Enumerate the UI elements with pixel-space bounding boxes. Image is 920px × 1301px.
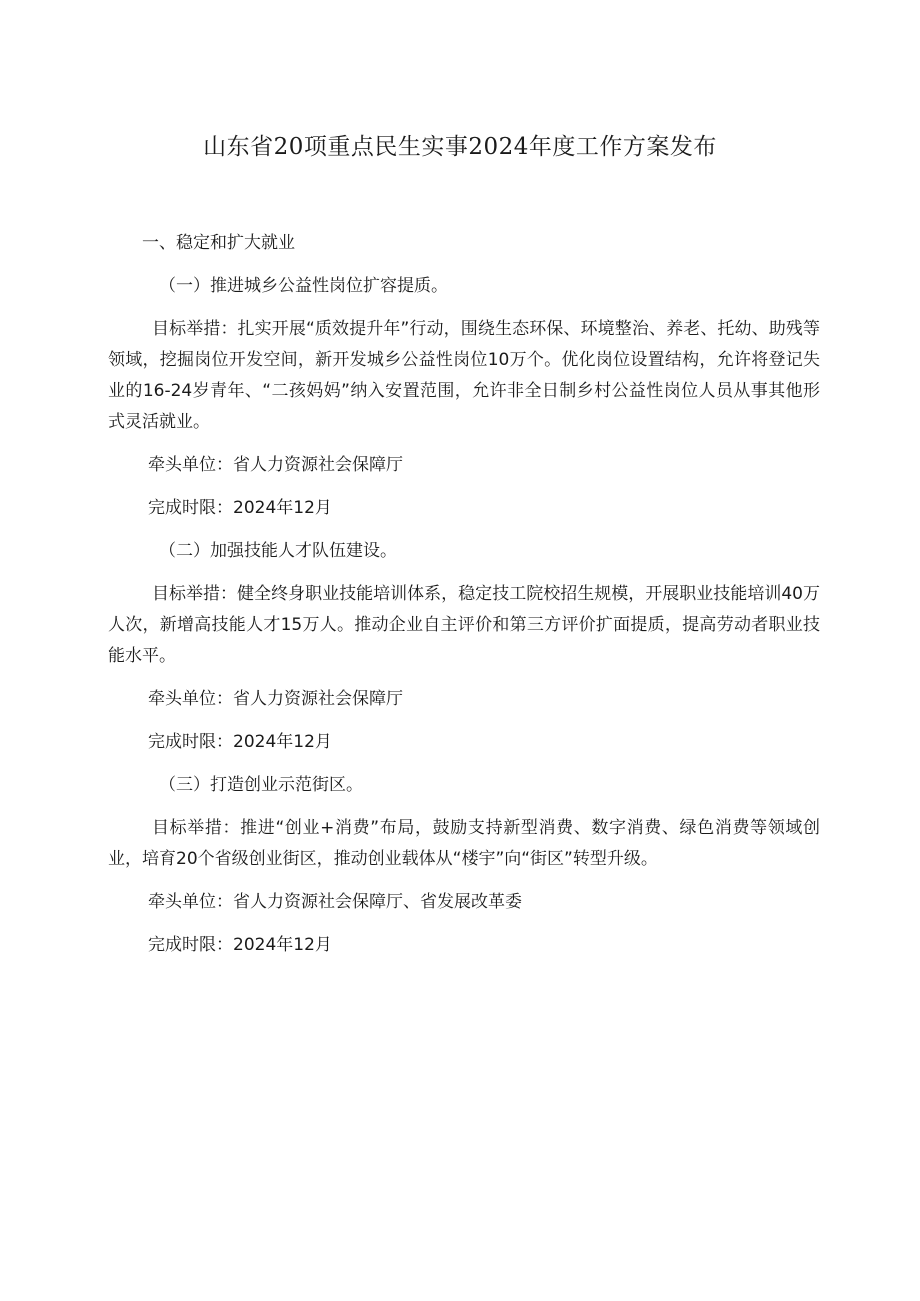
item-deadline: 完成时限：2024年12月 [148, 935, 332, 955]
item-subheading: （三）打造创业示范街区。 [159, 775, 363, 795]
item-target: 目标举措：扎实开展“质效提升年”行动，围绕生态环保、环境整治、养老、托幼、助残等领域，挖掘岗位开发空间，新开发城乡公益性岗位10万个。优化岗位设置结构，允许将登记失业的16-24岁青年、“二孩妈妈”纳入安置范围，允许非全日制乡村公益性岗位人员从事其他形式灵活就业。 [108, 319, 820, 432]
item-subheading: （二）加强技能人才队伍建设。 [159, 541, 397, 561]
section-heading: 一、稳定和扩大就业 [142, 233, 295, 253]
document-body [108, 228, 820, 961]
item-lead-unit: 牵头单位：省人力资源社会保障厅 [148, 455, 403, 475]
document-title: 山东省20项重点民生实事2024年度工作方案发布 [203, 134, 717, 160]
item-target: 目标举措：健全终身职业技能培训体系，稳定技工院校招生规模，开展职业技能培训40万人次，新增高技能人才15万人。推动企业自主评价和第三方评价扩面提质，提高劳动者职业技能水平。 [108, 584, 820, 666]
item-subheading: （一）推进城乡公益性岗位扩容提质。 [159, 276, 448, 296]
item-lead-unit: 牵头单位：省人力资源社会保障厅、省发展改革委 [148, 892, 522, 912]
item-deadline: 完成时限：2024年12月 [148, 732, 332, 752]
item-target: 目标举措：推进“创业+消费”布局，鼓励支持新型消费、数字消费、绿色消费等领域创业，培育20个省级创业街区，推动创业载体从“楼宇”向“街区”转型升级。 [108, 818, 820, 869]
item-deadline: 完成时限：2024年12月 [148, 498, 332, 518]
item-lead-unit: 牵头单位：省人力资源社会保障厅 [148, 689, 403, 709]
